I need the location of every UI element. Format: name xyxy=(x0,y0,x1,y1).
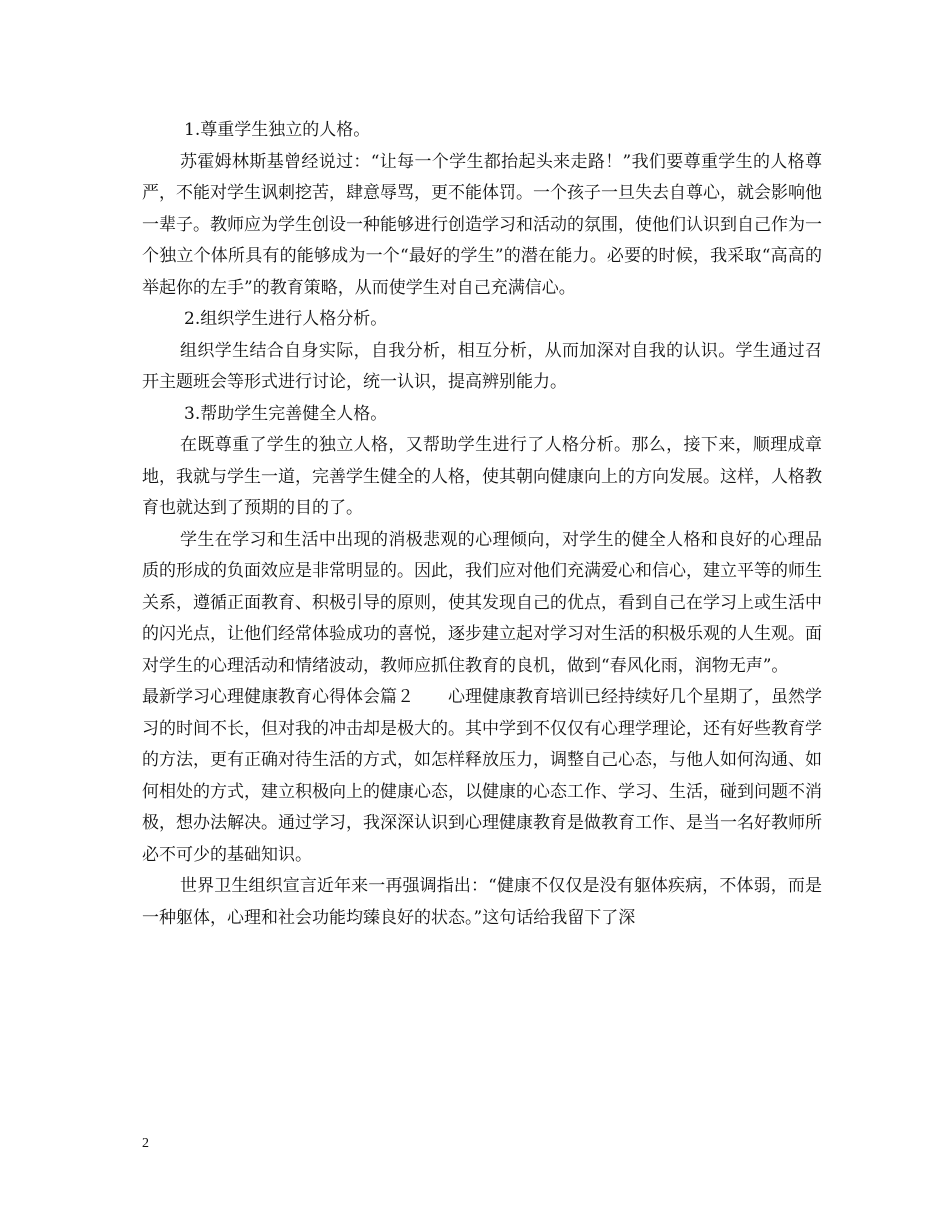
section-heading-1: 1.尊重学生独立的人格。 xyxy=(184,120,371,140)
paragraph-3: 在既尊重了学生的独立人格，又帮助学生进行了人格分析。那么，接下来，顺理成章地，我就与学生一道，完善学生健全的人格，使其朝向健康向上的方向发展。这样，人格教育也就达到了预期的目的了。 xyxy=(142,435,822,518)
paragraph-4: 学生在学习和生活中出现的消极悲观的心理倾向，对学生的健全人格和良好的心理品质的形成的负面效应是非常明显的。因此，我们应对他们充满爱心和信心，建立平等的师生关系，遵循正面教育、积极引导的原则，使其发现自己的优点，看到自己在学习上或生活中的闪光点，让他们经常体验成功的喜悦，逐步建立起对学习对生活的积极乐观的人生观。面对学生的心理活动和情绪波动，教师应抓住教育的良机，做到“春风化雨，润物无声”。 xyxy=(142,529,822,676)
paragraph-6: 世界卫生组织宣言近年来一再强调指出：“健康不仅仅是没有躯体疾病，不体弱，而是一种躯体，心理和社会功能均臻良好的状态。”这句话给我留下了深 xyxy=(142,876,822,928)
paragraph-2: 组织学生结合自身实际，自我分析，相互分析，从而加深对自我的认识。学生通过召开主题班会等形式进行讨论，统一认识，提高辨别能力。 xyxy=(142,340,822,392)
paragraph-1: 苏霍姆林斯基曾经说过：“让每一个学生都抬起头来走路！”我们要尊重学生的人格尊严，不能对学生讽刺挖苦，肆意辱骂，更不能体罚。一个孩子一旦失去自尊心，就会影响他一辈子。教师应为学生创设一种能够进行创造学习和活动的氛围，使他们认识到自己作为一个独立个体所具有的能够成为一个“最好的学生”的潜在能力。必要的时候，我采取“高高的举起你的左手”的教育策略，从而使学生对自己充满信心。 xyxy=(142,151,822,298)
section-heading-2: 2.组织学生进行人格分析。 xyxy=(184,309,388,329)
paragraph-5: 最新学习心理健康教育心得体会篇２ 心理健康教育培训已经持续好几个星期了，虽然学习的时间不长，但对我的冲击却是极大的。其中学到不仅仅有心理学理论，还有好些教育学的方法，更有正确对待生活的方式，如怎样释放压力，调整自己心态，与他人如何沟通、如何相处的方式，建立积极向上的健康心态，以健康的心态工作、学习、生活，碰到问题不消极，想办法解决。通过学习，我深深认识到心理健康教育是做教育工作、是当一名好教师所必不可少的基础知识。 xyxy=(142,687,822,865)
section-heading-3: 3.帮助学生完善健全人格。 xyxy=(184,403,388,424)
document-body xyxy=(142,115,822,934)
page-number: 2 xyxy=(142,1136,149,1151)
